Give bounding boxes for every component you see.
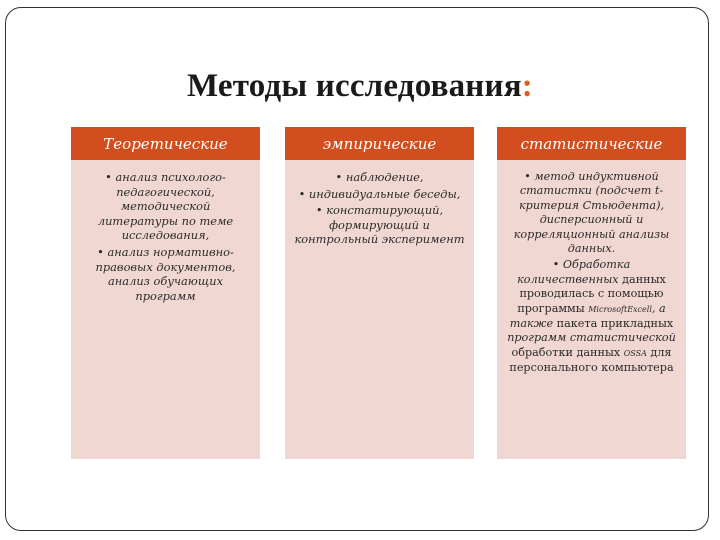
item-text: • Обработка количественных xyxy=(517,258,631,286)
list-item: • метод индуктивной статистки (подсчет t-критерия Стьюдента), дисперсионный и корреляционный анализы данных. xyxy=(513,170,670,256)
item-text: для персонального компьютера xyxy=(509,345,674,375)
slide-title xyxy=(0,68,720,105)
item-text: обработки данных xyxy=(511,345,624,359)
item-text: статистической xyxy=(569,331,676,345)
list-item: • констатирующий, формирующий и контрольный эксперимент xyxy=(294,203,465,247)
column-body-empirical xyxy=(285,160,474,459)
column-body-statistical xyxy=(497,160,686,459)
list-item: • наблюдение, xyxy=(335,170,424,184)
column-header-statistical: статистические xyxy=(497,127,686,160)
list-item: • индивидуальные беседы, xyxy=(298,186,461,201)
slide-title-colon: : xyxy=(521,68,533,104)
item-text: пакета прикладных xyxy=(556,317,674,331)
column-header-theoretical: Теоретические xyxy=(71,127,260,160)
item-text: , а также xyxy=(509,301,666,331)
list-item: • анализ нормативно-правовых документов, анализ обучающих программ xyxy=(95,244,236,303)
list-item: • анализ психолого-педагогической, методической литературы по теме исследования, xyxy=(97,170,234,243)
column-header-empirical: эмпирические xyxy=(285,127,474,160)
software-name: MicrosoftExcell xyxy=(588,304,652,314)
item-text: программ xyxy=(507,331,570,345)
column-theoretical xyxy=(71,127,260,459)
column-empirical xyxy=(285,127,474,459)
item-text: данных проводилась с помощью программы xyxy=(517,272,666,315)
column-statistical xyxy=(497,127,686,459)
list-item xyxy=(505,258,678,375)
column-body-theoretical xyxy=(71,160,260,459)
software-name: OSSA xyxy=(623,348,647,358)
slide-title-text: Методы исследования xyxy=(186,68,522,104)
